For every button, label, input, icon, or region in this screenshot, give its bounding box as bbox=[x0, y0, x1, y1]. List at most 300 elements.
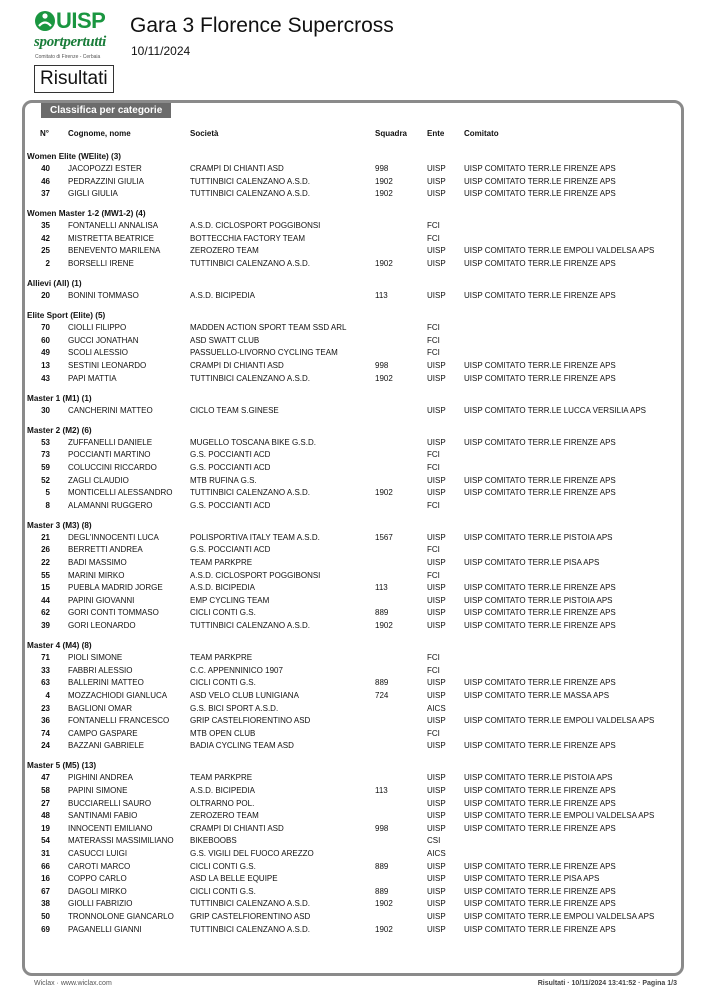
society: CRAMPI DI CHIANTI ASD bbox=[190, 823, 284, 833]
result-row bbox=[0, 873, 707, 886]
ente: UISP bbox=[427, 532, 446, 542]
results-badge: Risultati bbox=[34, 65, 114, 93]
result-row bbox=[0, 322, 707, 335]
comitato: UISP COMITATO TERR.LE EMPOLI VALDELSA APS bbox=[464, 911, 655, 921]
comitato: UISP COMITATO TERR.LE FIRENZE APS bbox=[464, 291, 616, 301]
society: A.S.D. BICIPEDIA bbox=[190, 785, 255, 795]
bib-number: 36 bbox=[41, 716, 50, 726]
result-row bbox=[0, 335, 707, 348]
athlete-name: PIOLI SIMONE bbox=[68, 653, 123, 663]
society: C.C. APPENNINICO 1907 bbox=[190, 665, 283, 675]
comitato: UISP COMITATO TERR.LE FIRENZE APS bbox=[464, 621, 616, 631]
ente: FCI bbox=[427, 463, 440, 472]
society: A.S.D. CICLOSPORT POGGIBONSI bbox=[190, 570, 321, 580]
society: TUTTINBICI CALENZANO A.S.D. bbox=[190, 373, 311, 383]
bib-number: 25 bbox=[41, 246, 50, 256]
ente: FCI bbox=[427, 335, 440, 345]
bib-number: 31 bbox=[41, 848, 50, 858]
athlete-name: CAROTI MARCO bbox=[68, 861, 131, 871]
ente: AICS bbox=[427, 848, 446, 858]
society: CICLI CONTI G.S. bbox=[190, 678, 256, 688]
team-code: 113 bbox=[375, 583, 388, 593]
bib-number: 71 bbox=[41, 653, 50, 663]
athlete-name: ZAGLI CLAUDIO bbox=[68, 475, 129, 485]
athlete-name: COLUCCINI RICCARDO bbox=[68, 463, 157, 472]
society: POLISPORTIVA ITALY TEAM A.S.D. bbox=[190, 532, 320, 542]
comitato: UISP COMITATO TERR.LE FIRENZE APS bbox=[464, 924, 616, 934]
athlete-name: BONINI TOMMASO bbox=[68, 291, 139, 301]
society: ASD LA BELLE EQUIPE bbox=[190, 874, 278, 884]
ente: CSI bbox=[427, 836, 441, 846]
comitato: UISP COMITATO TERR.LE PISA APS bbox=[464, 874, 600, 884]
comitato: UISP COMITATO TERR.LE FIRENZE APS bbox=[464, 583, 616, 593]
bib-number: 15 bbox=[41, 583, 50, 593]
comitato: UISP COMITATO TERR.LE FIRENZE APS bbox=[464, 823, 616, 833]
result-row bbox=[0, 557, 707, 570]
result-row bbox=[0, 176, 707, 189]
society: TEAM PARKPRE bbox=[190, 653, 253, 663]
col-comitato: Comitato bbox=[464, 129, 499, 138]
society: A.S.D. BICIPEDIA bbox=[190, 583, 255, 593]
bib-number: 22 bbox=[41, 558, 50, 568]
team-code: 113 bbox=[375, 291, 388, 301]
society: PASSUELLO-LIVORNO CYCLING TEAM bbox=[190, 348, 338, 358]
bib-number: 35 bbox=[41, 221, 50, 231]
athlete-name: BUCCIARELLI SAURO bbox=[68, 798, 152, 808]
result-row bbox=[0, 848, 707, 861]
bib-number: 16 bbox=[41, 874, 50, 884]
athlete-name: SESTINI LEONARDO bbox=[68, 361, 147, 371]
ente: UISP bbox=[427, 164, 446, 173]
bib-number: 48 bbox=[41, 811, 50, 821]
result-row bbox=[0, 188, 707, 201]
bib-number: 42 bbox=[41, 233, 50, 243]
result-row bbox=[0, 500, 707, 513]
ente: UISP bbox=[427, 437, 446, 447]
ente: UISP bbox=[427, 823, 446, 833]
bib-number: 30 bbox=[41, 405, 50, 415]
bib-number: 50 bbox=[41, 911, 50, 921]
athlete-name: BERRETTI ANDREA bbox=[68, 545, 143, 555]
athlete-name: ZUFFANELLI DANIELE bbox=[68, 437, 153, 447]
ente: UISP bbox=[427, 246, 446, 256]
team-code: 889 bbox=[375, 886, 389, 896]
society: CICLI CONTI G.S. bbox=[190, 886, 256, 896]
team-code: 1902 bbox=[375, 259, 393, 269]
society: CRAMPI DI CHIANTI ASD bbox=[190, 361, 284, 371]
team-code: 998 bbox=[375, 361, 389, 371]
athlete-name: POCCIANTI MARTINO bbox=[68, 450, 151, 460]
team-code: 889 bbox=[375, 861, 389, 871]
ente: UISP bbox=[427, 741, 446, 751]
team-code: 1567 bbox=[375, 532, 393, 542]
comitato: UISP COMITATO TERR.LE FIRENZE APS bbox=[464, 373, 616, 383]
comitato: UISP COMITATO TERR.LE FIRENZE APS bbox=[464, 437, 616, 447]
society: TUTTINBICI CALENZANO A.S.D. bbox=[190, 259, 311, 269]
athlete-name: BENEVENTO MARILENA bbox=[68, 246, 161, 256]
ente: UISP bbox=[427, 176, 446, 186]
society: TEAM PARKPRE bbox=[190, 773, 253, 783]
ente: UISP bbox=[427, 773, 446, 783]
result-row bbox=[0, 620, 707, 633]
athlete-name: SCOLI ALESSIO bbox=[68, 348, 129, 358]
team-code: 1902 bbox=[375, 899, 393, 909]
society: TUTTINBICI CALENZANO A.S.D. bbox=[190, 621, 311, 631]
comitato: UISP COMITATO TERR.LE FIRENZE APS bbox=[464, 678, 616, 688]
result-row bbox=[0, 570, 707, 583]
athlete-name: CIOLLI FILIPPO bbox=[68, 323, 127, 333]
uisp-runner-icon bbox=[34, 10, 56, 32]
result-row bbox=[0, 835, 707, 848]
society: A.S.D. CICLOSPORT POGGIBONSI bbox=[190, 221, 321, 231]
society: MADDEN ACTION SPORT TEAM SSD ARL bbox=[190, 323, 347, 333]
comitato: UISP COMITATO TERR.LE LUCCA VERSILIA APS bbox=[464, 405, 646, 415]
athlete-name: PIGHINI ANDREA bbox=[68, 773, 133, 783]
result-row bbox=[0, 405, 707, 418]
event-date: 10/11/2024 bbox=[131, 44, 191, 58]
bib-number: 27 bbox=[41, 798, 50, 808]
society: CICLI CONTI G.S. bbox=[190, 608, 256, 618]
athlete-name: CAMPO GASPARE bbox=[68, 728, 138, 738]
comitato: UISP COMITATO TERR.LE EMPOLI VALDELSA APS bbox=[464, 811, 655, 821]
bib-number: 53 bbox=[41, 437, 50, 447]
bib-number: 5 bbox=[45, 488, 50, 498]
category-title: Master 1 (M1) (1) bbox=[27, 393, 92, 403]
footer-left: Wiclax · www.wiclax.com bbox=[34, 980, 112, 987]
comitato: UISP COMITATO TERR.LE FIRENZE APS bbox=[464, 608, 616, 618]
result-row bbox=[0, 487, 707, 500]
society: MUGELLO TOSCANA BIKE G.S.D. bbox=[190, 437, 316, 447]
ente: UISP bbox=[427, 595, 446, 605]
comitato: UISP COMITATO TERR.LE FIRENZE APS bbox=[464, 798, 616, 808]
team-code: 724 bbox=[375, 690, 389, 700]
society: TUTTINBICI CALENZANO A.S.D. bbox=[190, 176, 311, 186]
society: CICLO TEAM S.GINESE bbox=[190, 405, 279, 415]
result-row bbox=[0, 462, 707, 475]
athlete-name: BADI MASSIMO bbox=[68, 558, 127, 568]
bib-number: 58 bbox=[41, 785, 50, 795]
team-code: 1902 bbox=[375, 189, 393, 199]
athlete-name: MATERASSI MASSIMILIANO bbox=[68, 836, 174, 846]
bib-number: 43 bbox=[41, 373, 50, 383]
bib-number: 70 bbox=[41, 323, 50, 333]
comitato: UISP COMITATO TERR.LE PISTOIA APS bbox=[464, 532, 613, 542]
athlete-name: CANCHERINI MATTEO bbox=[68, 405, 153, 415]
result-row bbox=[0, 290, 707, 303]
comitato: UISP COMITATO TERR.LE FIRENZE APS bbox=[464, 475, 616, 485]
bib-number: 39 bbox=[41, 621, 50, 631]
results-list bbox=[0, 150, 707, 943]
bib-number: 23 bbox=[41, 703, 50, 713]
bib-number: 52 bbox=[41, 475, 50, 485]
col-team: Squadra bbox=[375, 129, 408, 138]
athlete-name: DAGOLI MIRKO bbox=[68, 886, 127, 896]
athlete-name: MOZZACHIODI GIANLUCA bbox=[68, 690, 168, 700]
team-code: 889 bbox=[375, 608, 389, 618]
result-row bbox=[0, 798, 707, 811]
ente: FCI bbox=[427, 323, 440, 333]
ente: UISP bbox=[427, 886, 446, 896]
society: G.S. BICI SPORT A.S.D. bbox=[190, 703, 279, 713]
result-row bbox=[0, 532, 707, 545]
athlete-name: GORI LEONARDO bbox=[68, 621, 136, 631]
athlete-name: DEGL'INNOCENTI LUCA bbox=[68, 532, 159, 542]
result-row bbox=[0, 373, 707, 386]
category-title: Master 2 (M2) (6) bbox=[27, 425, 92, 435]
athlete-name: FABBRI ALESSIO bbox=[68, 665, 133, 675]
panel-tab: Classifica per categorie bbox=[41, 103, 171, 118]
society: G.S. VIGILI DEL FUOCO AREZZO bbox=[190, 848, 314, 858]
society: G.S. POCCIANTI ACD bbox=[190, 500, 271, 510]
athlete-name: BAGLIONI OMAR bbox=[68, 703, 133, 713]
result-row bbox=[0, 220, 707, 233]
result-row bbox=[0, 437, 707, 450]
team-code: 998 bbox=[375, 164, 389, 173]
bib-number: 33 bbox=[41, 665, 50, 675]
category-title: Women Master 1-2 (MW1-2) (4) bbox=[27, 209, 146, 219]
ente: FCI bbox=[427, 653, 440, 663]
ente: UISP bbox=[427, 911, 446, 921]
athlete-name: PAPI MATTIA bbox=[68, 373, 117, 383]
result-row bbox=[0, 544, 707, 557]
bib-number: 24 bbox=[41, 741, 50, 751]
result-row bbox=[0, 740, 707, 753]
category-title: Master 3 (M3) (8) bbox=[27, 520, 92, 530]
result-row bbox=[0, 595, 707, 608]
athlete-name: MONTICELLI ALESSANDRO bbox=[68, 488, 173, 498]
bib-number: 55 bbox=[41, 570, 50, 580]
team-code: 1902 bbox=[375, 488, 393, 498]
comitato: UISP COMITATO TERR.LE FIRENZE APS bbox=[464, 488, 616, 498]
team-code: 998 bbox=[375, 823, 389, 833]
comitato: UISP COMITATO TERR.LE FIRENZE APS bbox=[464, 164, 616, 173]
society: ZEROZERO TEAM bbox=[190, 246, 259, 256]
ente: UISP bbox=[427, 874, 446, 884]
team-code: 1902 bbox=[375, 621, 393, 631]
comitato: UISP COMITATO TERR.LE FIRENZE APS bbox=[464, 899, 616, 909]
bib-number: 47 bbox=[41, 773, 50, 783]
ente: UISP bbox=[427, 861, 446, 871]
society: G.S. POCCIANTI ACD bbox=[190, 463, 271, 472]
ente: UISP bbox=[427, 583, 446, 593]
col-number: N° bbox=[40, 129, 49, 138]
result-row bbox=[0, 652, 707, 665]
comitato: UISP COMITATO TERR.LE FIRENZE APS bbox=[464, 189, 616, 199]
ente: FCI bbox=[427, 500, 440, 510]
col-society: Società bbox=[190, 129, 219, 138]
category-title: Master 5 (M5) (13) bbox=[27, 761, 97, 771]
comitato: UISP COMITATO TERR.LE FIRENZE APS bbox=[464, 861, 616, 871]
comitato: UISP COMITATO TERR.LE FIRENZE APS bbox=[464, 886, 616, 896]
ente: UISP bbox=[427, 924, 446, 934]
athlete-name: SANTINAMI FABIO bbox=[68, 811, 138, 821]
ente: UISP bbox=[427, 690, 446, 700]
athlete-name: JACOPOZZI ESTER bbox=[68, 164, 142, 173]
athlete-name: MISTRETTA BEATRICE bbox=[68, 233, 154, 243]
result-row bbox=[0, 810, 707, 823]
ente: UISP bbox=[427, 475, 446, 485]
bib-number: 54 bbox=[41, 836, 50, 846]
athlete-name: GIOLLI FABRIZIO bbox=[68, 899, 133, 909]
society: TUTTINBICI CALENZANO A.S.D. bbox=[190, 488, 311, 498]
society: CRAMPI DI CHIANTI ASD bbox=[190, 164, 284, 173]
athlete-name: CASUCCI LUIGI bbox=[68, 848, 128, 858]
comitato: UISP COMITATO TERR.LE PISA APS bbox=[464, 558, 600, 568]
logo-comitato-text: Comitato di Firenze - Cerbaia bbox=[35, 54, 101, 60]
ente: UISP bbox=[427, 189, 446, 199]
comitato: UISP COMITATO TERR.LE EMPOLI VALDELSA APS bbox=[464, 246, 655, 256]
society: GRIP CASTELFIORENTINO ASD bbox=[190, 716, 311, 726]
athlete-name: PAPINI GIOVANNI bbox=[68, 595, 135, 605]
bib-number: 59 bbox=[41, 463, 50, 472]
bib-number: 74 bbox=[41, 728, 50, 738]
ente: UISP bbox=[427, 361, 446, 371]
result-row bbox=[0, 728, 707, 741]
athlete-name: GIGLI GIULIA bbox=[68, 189, 118, 199]
result-row bbox=[0, 449, 707, 462]
result-row bbox=[0, 715, 707, 728]
bib-number: 60 bbox=[41, 335, 50, 345]
result-row bbox=[0, 233, 707, 246]
comitato: UISP COMITATO TERR.LE FIRENZE APS bbox=[464, 259, 616, 269]
ente: UISP bbox=[427, 785, 446, 795]
athlete-name: COPPO CARLO bbox=[68, 874, 127, 884]
bib-number: 37 bbox=[41, 189, 50, 199]
society: G.S. POCCIANTI ACD bbox=[190, 545, 271, 555]
society: G.S. POCCIANTI ACD bbox=[190, 450, 271, 460]
result-row bbox=[0, 861, 707, 874]
col-ente: Ente bbox=[427, 129, 445, 138]
ente: UISP bbox=[427, 678, 446, 688]
comitato: UISP COMITATO TERR.LE MASSA APS bbox=[464, 690, 610, 700]
bib-number: 69 bbox=[41, 924, 50, 934]
society: TUTTINBICI CALENZANO A.S.D. bbox=[190, 924, 311, 934]
athlete-name: BALLERINI MATTEO bbox=[68, 678, 144, 688]
comitato: UISP COMITATO TERR.LE PISTOIA APS bbox=[464, 773, 613, 783]
comitato: UISP COMITATO TERR.LE PISTOIA APS bbox=[464, 595, 613, 605]
bib-number: 73 bbox=[41, 450, 50, 460]
ente: FCI bbox=[427, 545, 440, 555]
result-row bbox=[0, 665, 707, 678]
ente: UISP bbox=[427, 798, 446, 808]
society: TUTTINBICI CALENZANO A.S.D. bbox=[190, 899, 311, 909]
bib-number: 4 bbox=[45, 690, 50, 700]
result-row bbox=[0, 785, 707, 798]
society: ASD SWATT CLUB bbox=[190, 335, 260, 345]
bib-number: 13 bbox=[41, 361, 50, 371]
comitato: UISP COMITATO TERR.LE EMPOLI VALDELSA APS bbox=[464, 716, 655, 726]
result-row bbox=[0, 823, 707, 836]
society: BIKEBOOBS bbox=[190, 836, 237, 846]
result-row bbox=[0, 258, 707, 271]
ente: UISP bbox=[427, 558, 446, 568]
team-code: 1902 bbox=[375, 924, 393, 934]
bib-number: 46 bbox=[41, 176, 50, 186]
society: TEAM PARKPRE bbox=[190, 558, 253, 568]
team-code: 113 bbox=[375, 785, 388, 795]
ente: UISP bbox=[427, 405, 446, 415]
ente: FCI bbox=[427, 728, 440, 738]
result-row bbox=[0, 347, 707, 360]
ente: UISP bbox=[427, 608, 446, 618]
team-code: 1902 bbox=[375, 176, 393, 186]
athlete-name: MARINI MIRKO bbox=[68, 570, 125, 580]
society: BOTTECCHIA FACTORY TEAM bbox=[190, 233, 305, 243]
result-row bbox=[0, 886, 707, 899]
ente: UISP bbox=[427, 716, 446, 726]
athlete-name: PEDRAZZINI GIULIA bbox=[68, 176, 145, 186]
bib-number: 19 bbox=[41, 823, 50, 833]
athlete-name: INNOCENTI EMILIANO bbox=[68, 823, 153, 833]
result-row bbox=[0, 898, 707, 911]
ente: FCI bbox=[427, 348, 440, 358]
result-row bbox=[0, 475, 707, 488]
category-title: Master 4 (M4) (8) bbox=[27, 641, 92, 651]
team-code: 1902 bbox=[375, 373, 393, 383]
society: A.S.D. BICIPEDIA bbox=[190, 291, 255, 301]
comitato: UISP COMITATO TERR.LE FIRENZE APS bbox=[464, 176, 616, 186]
result-row bbox=[0, 677, 707, 690]
bib-number: 44 bbox=[41, 595, 50, 605]
result-row bbox=[0, 360, 707, 373]
ente: FCI bbox=[427, 450, 440, 460]
ente: UISP bbox=[427, 291, 446, 301]
logo-sport-text: sportpertutti bbox=[34, 34, 106, 50]
page-title: Gara 3 Florence Supercross bbox=[130, 14, 394, 37]
team-code: 889 bbox=[375, 678, 389, 688]
society: TUTTINBICI CALENZANO A.S.D. bbox=[190, 189, 311, 199]
comitato: UISP COMITATO TERR.LE FIRENZE APS bbox=[464, 741, 616, 751]
uisp-logo bbox=[34, 8, 120, 68]
society: OLTRARNO POL. bbox=[190, 798, 255, 808]
ente: UISP bbox=[427, 373, 446, 383]
ente: UISP bbox=[427, 621, 446, 631]
athlete-name: PUEBLA MADRID JORGE bbox=[68, 583, 163, 593]
result-row bbox=[0, 245, 707, 258]
society: CICLI CONTI G.S. bbox=[190, 861, 256, 871]
comitato: UISP COMITATO TERR.LE FIRENZE APS bbox=[464, 361, 616, 371]
bib-number: 2 bbox=[45, 259, 50, 269]
footer-right: Risultati · 10/11/2024 13:41:52 · Pagina 1/3 bbox=[537, 980, 677, 987]
ente: UISP bbox=[427, 259, 446, 269]
society: GRIP CASTELFIORENTINO ASD bbox=[190, 911, 311, 921]
category-title: Elite Sport (Elite) (5) bbox=[27, 311, 106, 321]
bib-number: 8 bbox=[45, 500, 50, 510]
result-row bbox=[0, 607, 707, 620]
ente: AICS bbox=[427, 703, 446, 713]
bib-number: 66 bbox=[41, 861, 50, 871]
result-row bbox=[0, 582, 707, 595]
athlete-name: TRONNOLONE GIANCARLO bbox=[68, 911, 174, 921]
category-title: Women Elite (WElite) (3) bbox=[27, 152, 122, 161]
bib-number: 40 bbox=[41, 164, 50, 173]
athlete-name: BAZZANI GABRIELE bbox=[68, 741, 145, 751]
bib-number: 62 bbox=[41, 608, 50, 618]
ente: FCI bbox=[427, 233, 440, 243]
society: EMP CYCLING TEAM bbox=[190, 595, 270, 605]
ente: FCI bbox=[427, 665, 440, 675]
result-row bbox=[0, 911, 707, 924]
result-row bbox=[0, 924, 707, 937]
bib-number: 63 bbox=[41, 678, 50, 688]
ente: UISP bbox=[427, 811, 446, 821]
athlete-name: GUCCI JONATHAN bbox=[68, 335, 139, 345]
bib-number: 21 bbox=[41, 532, 50, 542]
athlete-name: FONTANELLI ANNALISA bbox=[68, 221, 159, 231]
athlete-name: PAPINI SIMONE bbox=[68, 785, 128, 795]
col-name: Cognome, nome bbox=[68, 129, 131, 138]
result-row bbox=[0, 772, 707, 785]
